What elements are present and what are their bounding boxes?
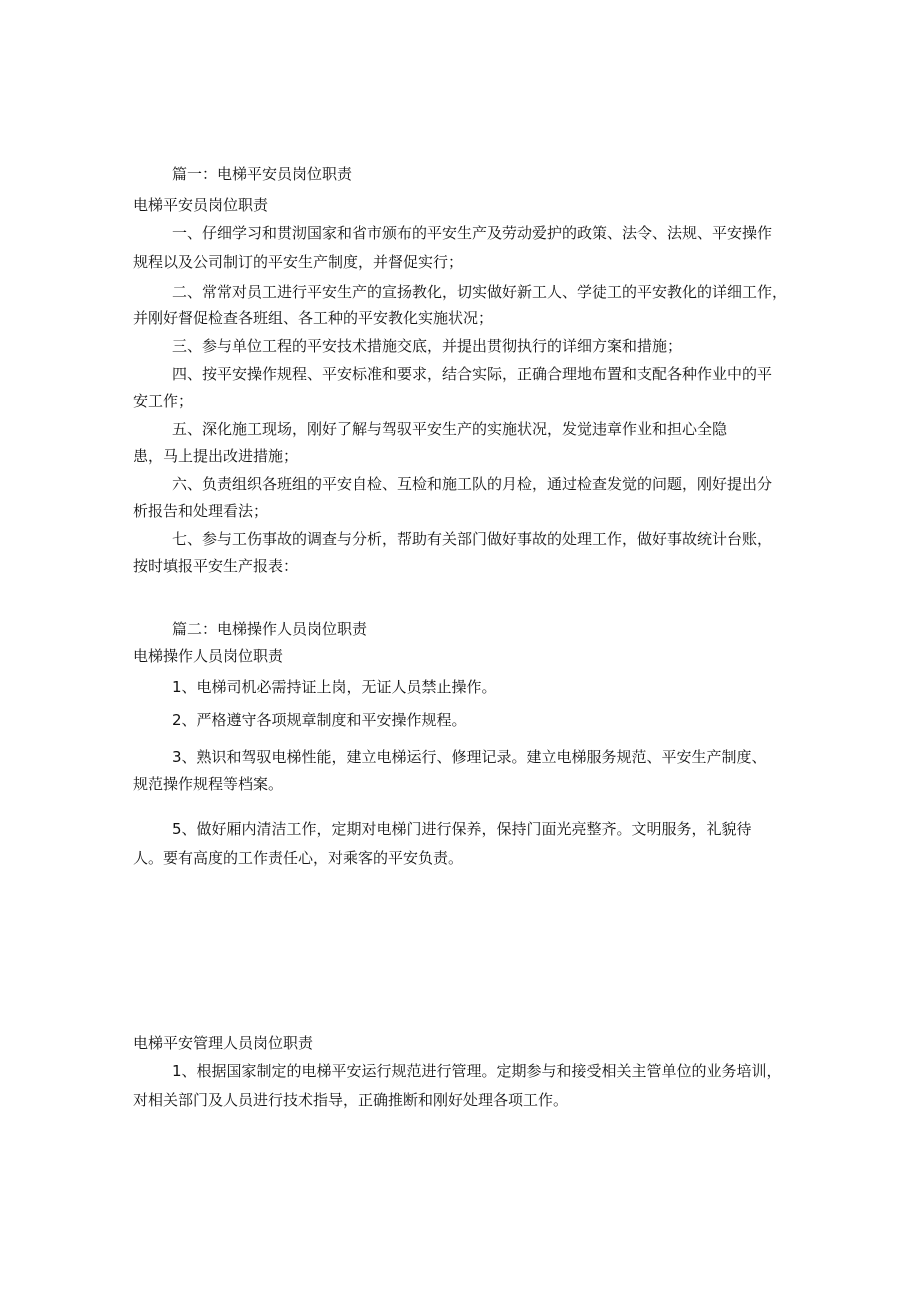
part1-line-10: 六、负责组织各班组的平安自检、互检和施工队的月检，通过检查发觉的问题，刚好提出分 [172, 475, 773, 493]
part2-title: 电梯操作人员岗位职责 [133, 647, 284, 665]
part1-line-12: 七、参与工伤事故的调查与分析，帮助有关部门做好事故的处理工作，做好事故统计台账， [172, 530, 773, 548]
part1-line-6: 四、按平安操作规程、平安标准和要求，结合实际，正确合理地布置和支配各种作业中的平 [172, 365, 773, 383]
part2-heading: 篇二：电梯操作人员岗位职责 [172, 620, 368, 638]
part2-line-2: 2、严格遵守各项规章制度和平安操作规程。 [172, 711, 467, 729]
part1-line-13: 按时填报平安生产报表： [133, 557, 299, 575]
part1-line-2: 规程以及公司制订的平安生产制度，并督促实行； [133, 253, 464, 271]
part3-title: 电梯平安管理人员岗位职责 [133, 1034, 314, 1052]
part1-line-4: 并刚好督促检查各班组、各工种的平安教化实施状况； [133, 309, 494, 327]
part1-heading: 篇一：电梯平安员岗位职责 [172, 165, 353, 183]
part3-line-1: 1、根据国家制定的电梯平安运行规范进行管理。定期参与和接受相关主管单位的业务培训， [172, 1062, 782, 1080]
part1-line-3: 二、常常对员工进行平安生产的宣扬教化，切实做好新工人、学徒工的平安教化的详细工作， [172, 283, 788, 301]
part2-line-5: 5、做好厢内清洁工作，定期对电梯门进行保养，保持门面光亮整齐。文明服务，礼貌待 [172, 820, 752, 838]
part1-line-11: 析报告和处理看法； [133, 502, 269, 520]
part2-line-4: 规范操作规程等档案。 [133, 775, 284, 793]
part2-line-6: 人。要有高度的工作责任心，对乘客的平安负责。 [133, 849, 464, 867]
part1-line-7: 安工作； [133, 392, 194, 410]
part1-title: 电梯平安员岗位职责 [133, 196, 269, 214]
part1-line-5: 三、参与单位工程的平安技术措施交底，并提出贯彻执行的详细方案和措施； [172, 337, 683, 355]
part2-line-1: 1、电梯司机必需持证上岗，无证人员禁止操作。 [172, 678, 497, 696]
part2-line-3: 3、熟识和驾驭电梯性能，建立电梯运行、修理记录。建立电梯服务规范、平安生产制度、 [172, 748, 767, 766]
part3-line-2: 对相关部门及人员进行技术指导，正确推断和刚好处理各项工作。 [133, 1091, 569, 1109]
part1-line-8: 五、深化施工现场，刚好了解与驾驭平安生产的实施状况，发觉违章作业和担心全隐 [172, 420, 728, 438]
part1-line-1: 一、仔细学习和贯沏国家和省市颁布的平安生产及劳动爱护的政策、法令、法规、平安操作 [172, 224, 773, 242]
part1-line-9: 患，马上提出改进措施； [133, 447, 299, 465]
